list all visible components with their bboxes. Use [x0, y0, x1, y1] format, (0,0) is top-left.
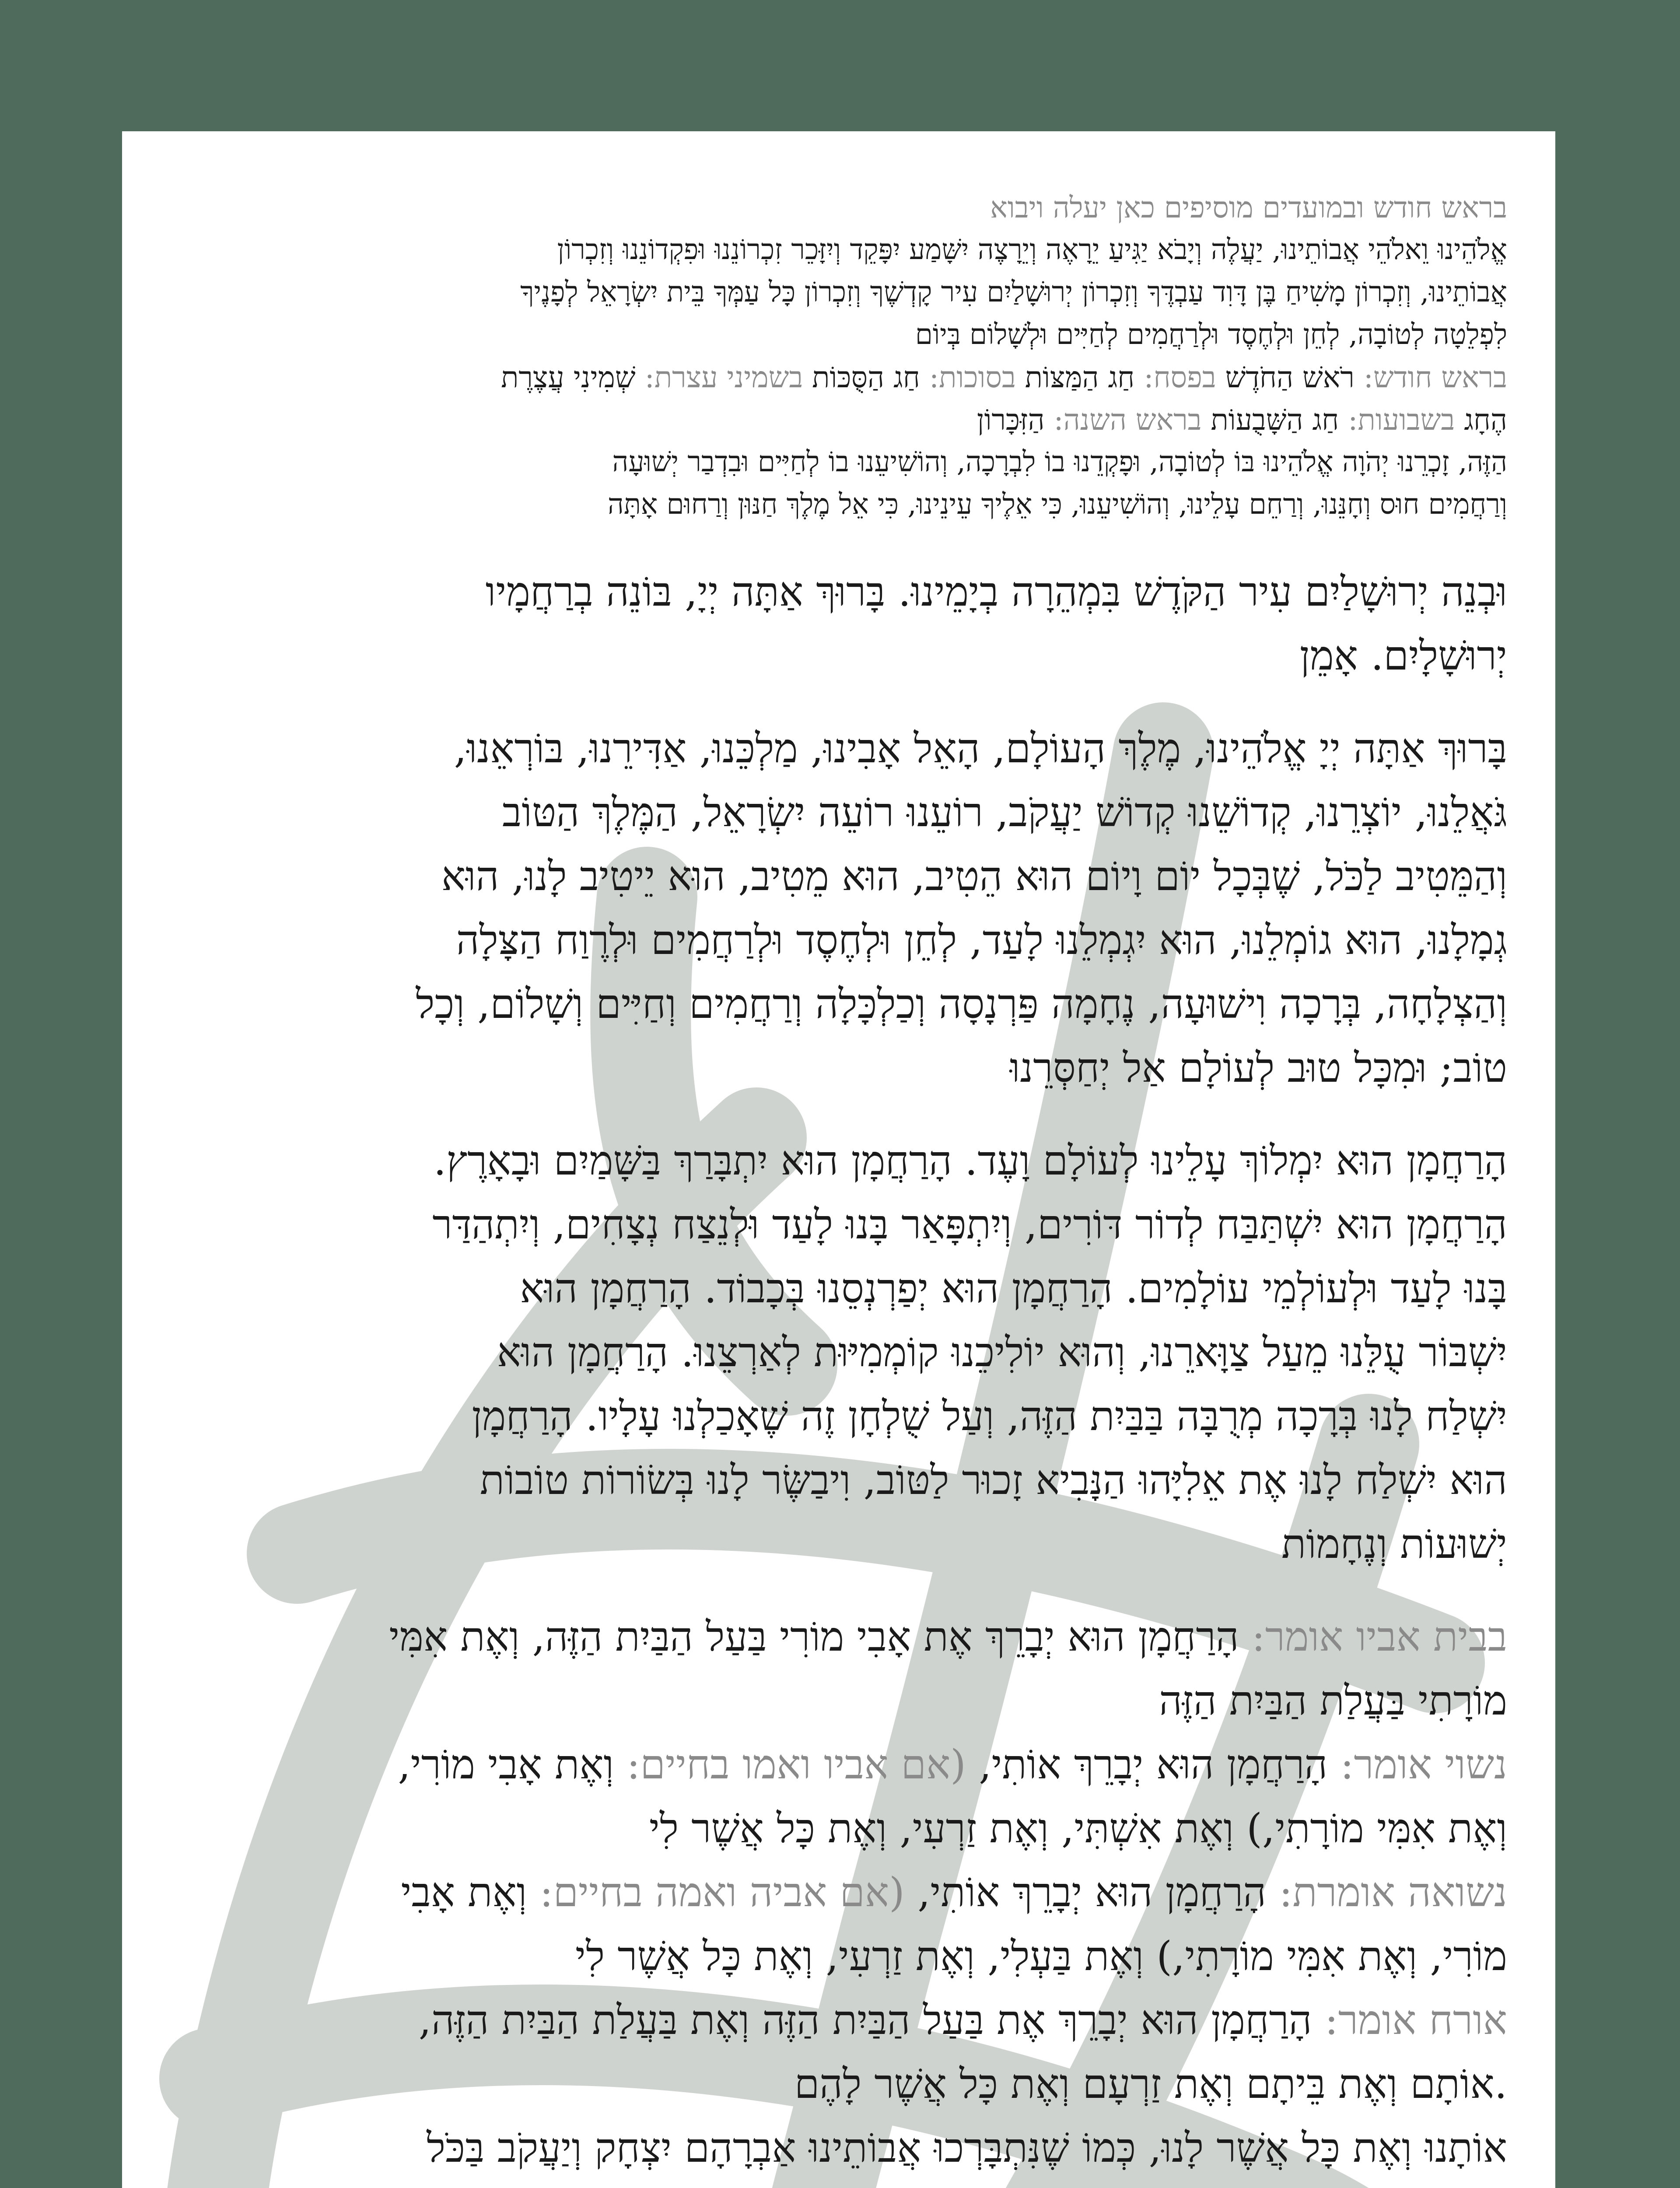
text-line: מוֹרָתִי בַּעֲלַת הַבַּיִת הַזֶּה [1159, 1677, 1507, 1724]
occasion-text: חַג הַסֻּכּוֹת [812, 361, 920, 394]
home-blessings-section [170, 1605, 1507, 2188]
text-line: הוּא יִשְׁלַח לָנוּ אֶת אֵלִיָּהוּ הַנָּבִיא זָכוּר לַטּוֹב, וִיבַשֶּׂר לָנוּ בְּשׂוֹרוֹת טוֹבוֹת [480, 1457, 1507, 1504]
yaale-closing-line: וְרַחֲמִים חוּס וְחָנֵּנוּ, וְרַחֵם עָלֵינוּ, וְהוֹשִׁיעֵנוּ, כִּי אֵלֶיךָ עֵינֵינוּ, כִּי אֵל מֶלֶךְ חַנּוּן וְרַחוּם אָתָּה [608, 488, 1507, 521]
yaale-closing-line: הַזֶּה, זָכְרֵנוּ יְהֹוָה אֱלֹהֵינוּ בּוֹ לְטוֹבָה, וּפָקְדֵנוּ בוֹ לִבְרָכָה, וְהוֹשִׁיעֵנוּ בוֹ לְחַיִּים וּבִדְבַר יְשׁוּעָה [612, 446, 1507, 478]
yaale-occasions-line [170, 356, 1507, 399]
text-line: גֹּאֲלֵנוּ, יוֹצְרֵנוּ, קְדוֹשֵׁנוּ קְדוֹשׁ יַעֲקֹב, רוֹעֵנוּ רוֹעֵה יִשְׂרָאֵל, הַמֶּלֶךְ הַטּוֹב [502, 789, 1507, 836]
father-home-line [170, 1605, 1507, 1669]
occasion-label: בשבועות: [1348, 403, 1455, 437]
instruction-label: בבית אביו אומר: [1251, 1613, 1507, 1660]
occasion-text: חַג הַשָּׁבֻעוֹת [1211, 403, 1339, 437]
text-line: הָרַחֲמָן הוּא יִשְׁתַּבַּח לְדוֹר דּוֹרִים, וְיִתְפָּאַר בָּנוּ לָעַד וּלְנֵצַח נְצָחִים, וְיִתְהַדַּר [432, 1201, 1507, 1248]
blessing-text: וְאֶת אָבִי [401, 1869, 527, 1916]
text-line: וְהַצְלָחָה, בְּרָכָה וִישׁוּעָה, נֶחָמָה פַּרְנָסָה וְכַלְכָּלָה וְרַחֲמִים וְחַיִּים וְשָׁלוֹם, וְכָל [416, 981, 1507, 1027]
hatov-vehametiv-section [170, 717, 1507, 1100]
text-line: יְרוּשָׁלָיִם. אָמֵן [1299, 632, 1507, 679]
text-line: .אוֹתָם וְאֶת בֵּיתָם וְאֶת זַרְעָם וְאֶת כָּל אֲשֶׁר לָהֶם [794, 2061, 1507, 2107]
text-line: טוֹב; וּמִכָּל טוּב לְעוֹלָם אַל יְחַסְּרֵנוּ [1009, 1045, 1507, 1091]
text-line: וּבְנֵה יְרוּשָׁלַיִם עִיר הַקֹּדֶשׁ בִּמְהֵרָה בְיָמֵינוּ. בָּרוּךְ אַתָּה יְיָ, בּוֹנֵה בְרַחֲמָיו [485, 568, 1507, 615]
text-line: הָרַחֲמָן הוּא יִמְלוֹךְ עָלֵינוּ לְעוֹלָם וָעֶד. הָרַחֲמָן הוּא יִתְבָּרַךְ בַּשָּׁמַיִם וּבָאָרֶץ. [433, 1137, 1507, 1184]
text-line [170, 2180, 1507, 2188]
instruction-label: אורח אומר: [1324, 1997, 1507, 2044]
yaale-body-line: לִפְלֵטָה לְטוֹבָה, לְחֵן וּלְחֶסֶד וּלְרַחֲמִים לְחַיִּים וּלְשָׁלוֹם בְּיוֹם [915, 319, 1507, 351]
text-line: גְמָלָנוּ, הוּא גוֹמְלֵנוּ, הוּא יִגְמְלֵנוּ לָעַד, לְחֵן וּלְחֶסֶד וּלְרַחֲמִים וּלְרֶוַח הַצָּלָה [456, 917, 1507, 964]
occasion-text: הֶחָג [1464, 403, 1507, 437]
occasion-label: בראש חודש: [1363, 361, 1507, 394]
occasion-label: בשמיני עצרת: [644, 361, 803, 394]
yaale-heading: בראש חודש ובמועדים מוסיפים כאן יעלה ויבוא [990, 191, 1507, 224]
instruction-label: נשואה אומרת: [1279, 1869, 1507, 1916]
instruction-note: (אם אביו ואמו בחיים: [626, 1741, 966, 1788]
text-line: וְהַמֵּטִיב לַכֹּל, שֶׁבְּכָל יוֹם וָיוֹם הוּא הֵטִיב, הוּא מֵטִיב, הוּא יֵיטִיב לָנוּ, הוּא [441, 853, 1507, 900]
bentcher-text [122, 131, 1555, 2188]
instruction-label: נשוי אומר: [1340, 1741, 1507, 1788]
text-line: בָּנוּ לָעַד וּלְעוֹלְמֵי עוֹלָמִים. הָרַחֲמָן הוּא יְפַרְנְסֵנוּ בְּכָבוֹד. הָרַחֲמָן הוּא [520, 1265, 1507, 1312]
blessing-text: הָרַחֲמָן הוּא יְבָרֵךְ אֶת בַּעַל הַבַּיִת הַזֶּה וְאֶת בַּעֲלַת הַבַּיִת הַזֶּה, [418, 1997, 1312, 2044]
text-line: יִשְׁבּוֹר עֻלֵּנוּ מֵעַל צַוָּארֵנוּ, וְהוּא יוֹלִיכֵנוּ קוֹמְמִיּוּת לְאַרְצֵנוּ. הָרַחֲמָן הוּא [497, 1329, 1507, 1376]
married-man-line [170, 1733, 1507, 1797]
instruction-note: (אם אביה ואמה בחיים: [539, 1869, 905, 1916]
yaale-body-line: אֲבוֹתֵינוּ, וְזִכְרוֹן מָשִׁיחַ בֶּן דָּוִד עַבְדֶּךָ וְזִכְרוֹן יְרוּשָׁלַיִם עִיר קָדְשֶׁךָ וְזִכְרוֹן כָּל עַמְּךָ בֵּית יִשְׂרָאֵל לְפָנֶיךָ [520, 276, 1507, 309]
yaale-body-line: אֱלֹהֵינוּ וֵאלֹהֵי אֲבוֹתֵינוּ, יַעֲלֶה וְיָבֹא יַגִּיעַ יֵרָאֶה וְיֵרָצֶה יִשָּׁמַע יִפָּקֵד וְיִזָּכֵר זִכְרוֹנֵנוּ וּפִקְדוֹנֵנוּ וְזִכְרוֹן [557, 234, 1507, 266]
text-line: יְשׁוּעוֹת וְנֶחָמוֹת [1281, 1521, 1507, 1567]
blessing-text: הָרַחֲמָן הוּא יְבָרֵךְ אֶת אָבִי מוֹרִי בַּעַל הַבַּיִת הַזֶּה, וְאֶת אִמִּי [389, 1613, 1239, 1660]
blessing-text: וְאֶת אָבִי מוֹרִי, [398, 1741, 614, 1788]
occasion-label: בראש השנה: [1054, 403, 1202, 437]
blessing-text: הָרַחֲמָן הוּא יְבָרֵךְ אוֹתִי, [979, 1741, 1328, 1788]
occasion-text: שְׁמִינִי עֲצֶרֶת [501, 361, 636, 394]
yaale-occasions-line [170, 399, 1507, 441]
yaale-veyavo-section [170, 186, 1507, 526]
text-line: וְאֶת אִמִּי מוֹרָתִי,) וְאֶת אִשְׁתִּי, וְאֶת זַרְעִי, וְאֶת כָּל אֲשֶׁר לִי [649, 1805, 1507, 1852]
occasion-text: רֹאשׁ הַחֹדֶשׁ [1225, 361, 1354, 394]
married-woman-line [170, 1861, 1507, 1925]
occasion-text: הַזִּכָּרוֹן [976, 403, 1045, 437]
text-line: אוֹתָנוּ וְאֶת כָּל אֲשֶׁר לָנוּ, כְּמוֹ שֶׁנִּתְבָּרְכוּ אֲבוֹתֵינוּ אַבְרָהָם יִצְחָק וְיַעֲקֹב בַּכֹּל [427, 2125, 1507, 2171]
text-line: בָּרוּךְ אַתָּה יְיָ אֱלֹהֵינוּ, מֶלֶךְ הָעוֹלָם, הָאֵל אָבִינוּ, מַלְכֵּנוּ, אַדִּירֵנוּ, בּוֹרְאֵנוּ, [454, 725, 1507, 772]
page-sheet [122, 131, 1555, 2188]
occasion-label: בפסח: [1144, 361, 1216, 394]
text-line: מוֹרִי, וְאֶת אִמִּי מוֹרָתִי,) וְאֶת בַּעְלִי, וְאֶת זַרְעִי, וְאֶת כָּל אֲשֶׁר לִי [575, 1933, 1507, 1980]
guest-line [170, 1988, 1507, 2052]
harachaman-section [170, 1129, 1507, 1576]
uvne-yerushalayim-section [170, 560, 1507, 688]
occasion-label: בסוכות: [929, 361, 1016, 394]
blessing-text: הָרַחֲמָן הוּא יְבָרֵךְ אוֹתִי, [917, 1869, 1267, 1916]
occasion-text: חַג הַמַּצּוֹת [1025, 361, 1135, 394]
text-line: יִשְׁלַח לָנוּ בְּרָכָה מְרֻבָּה בַּבַּיִת הַזֶּה, וְעַל שֻׁלְחָן זֶה שֶׁאָכַלְנוּ עָלָיו. הָרַחֲמָן [472, 1393, 1507, 1440]
